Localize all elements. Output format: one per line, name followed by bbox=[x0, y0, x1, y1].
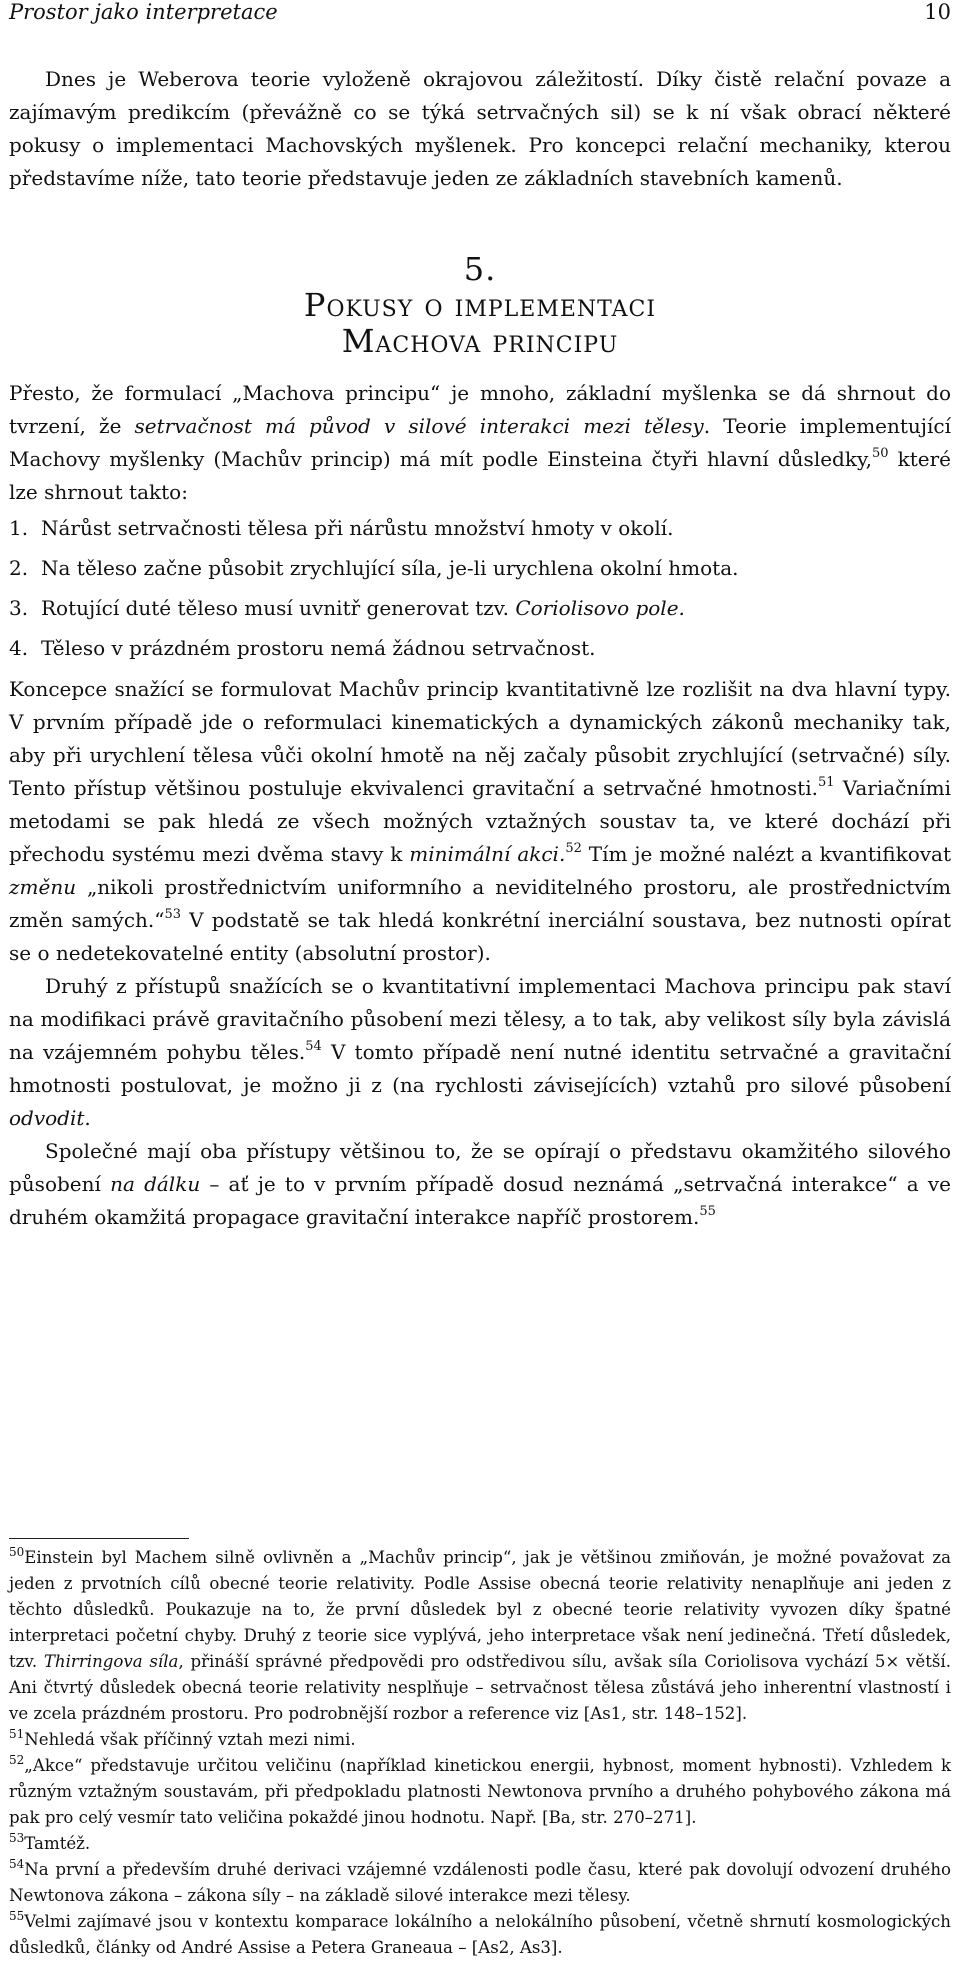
para2-emphasis-2: změnu bbox=[9, 875, 77, 899]
footnote-text: Nehledá však příčinný vztah mezi nimi. bbox=[24, 1730, 356, 1749]
section-number: 5. bbox=[463, 250, 497, 288]
main-text bbox=[9, 63, 951, 1234]
para1-text-c: které lze shrnout takto: bbox=[9, 447, 951, 504]
footnote-text: Na první a především druhé derivaci vzájemné vzdálenosti podle času, které pak dovolují odvození druhého Newtonova zákona – zákona síly – na základě silové interakce mezi tělesy. bbox=[9, 1860, 951, 1905]
running-title: Prostor jako interpretace bbox=[9, 0, 278, 24]
para2-text-a: Koncepce snažící se formulovat Machův princip kvantitativně lze rozlišit na dva hlavní typy. V prvním případě jde o reformulaci kinematických a dynamických zákonů mechaniky tak, aby při urychlení tělesa vůči okolní hmotě na něj začaly působit zrychlující (setrvačné) síly. Tento přístup většinou postuluje ekvivalenci gravitační a setrvačné hmotnosti. bbox=[9, 677, 951, 800]
para2-text-c: Tím je možné nalézt a kvantifikovat bbox=[581, 842, 952, 866]
footnote-number: 54 bbox=[9, 1857, 25, 1871]
paragraph-2 bbox=[9, 673, 951, 970]
list-item bbox=[9, 633, 951, 663]
footnote-emphasis: Thirringova síla bbox=[43, 1652, 179, 1671]
intro-paragraph bbox=[9, 63, 951, 195]
para4-text-a: Společné mají oba přístupy většinou to, že se opírají o představu okamžitého silového působení bbox=[9, 1139, 951, 1196]
footnote-number: 50 bbox=[9, 1545, 25, 1559]
footnote-ref-51[interactable]: 51 bbox=[817, 775, 835, 790]
footnote-52 bbox=[9, 1753, 951, 1831]
list-item bbox=[9, 553, 951, 583]
footnote-rule bbox=[9, 1538, 189, 1539]
footnote-55 bbox=[9, 1909, 951, 1961]
footnote-ref-54[interactable]: 54 bbox=[305, 1039, 322, 1054]
para4-emphasis: na dálku bbox=[110, 1172, 201, 1196]
intro-text: Dnes je Weberova teorie vyloženě okrajovou záležitostí. Díky čistě relační povaze a zajímavým predikcím (převážně co se týká setrvačných sil) se k ní však obrací některé pokusy o implementaci Machovských myšlenek. Pro koncepci relační mechaniky, kterou představíme níže, tato teorie představuje jeden ze základních stavebních kamenů. bbox=[9, 67, 951, 190]
para1-emphasis: setrvačnost má původ v silové interakci mezi tělesy bbox=[134, 414, 704, 438]
footnote-number: 55 bbox=[9, 1909, 25, 1923]
para3-text-b: V tomto případě není nutné identitu setrvačné a gravitační hmotnosti postulovat, je možno ji z (na rychlosti závisejících) vztahů pro silové působení bbox=[9, 1040, 951, 1097]
running-header bbox=[9, 0, 951, 30]
section-heading bbox=[9, 251, 951, 359]
list-item-number: 1. bbox=[9, 516, 29, 540]
list-item-number: 2. bbox=[9, 556, 29, 580]
list-item-text: Těleso v prázdném prostoru nemá žádnou setrvačnost. bbox=[41, 636, 596, 660]
paragraph-1 bbox=[9, 377, 951, 509]
list-item-text: Na těleso začne působit zrychlující síla, je-li urychlena okolní hmota. bbox=[41, 556, 739, 580]
footnote-text: , přináší správné předpovědi pro odstředivou sílu, avšak síla Coriolisova vychází 5× větší. Ani čtvrtý důsledek obecná teorie relativity nesplňuje – setrvačnost tělesa zůstává jeho inherentní vlastností i ve zcela prázdném prostoru. Pro podrobnější rozbor a reference viz [As1, str. 148–152]. bbox=[9, 1652, 951, 1723]
footnote-number: 52 bbox=[9, 1753, 25, 1767]
footnote-ref-53[interactable]: 53 bbox=[164, 907, 182, 922]
footnote-number: 51 bbox=[9, 1727, 25, 1741]
list-item bbox=[9, 593, 951, 623]
section-title-line-2: Machova principu bbox=[341, 322, 619, 360]
para3-text-c: . bbox=[84, 1106, 91, 1130]
para1-text-a: Přesto, že formulací „Machova principu“ je mnoho, základní myšlenka se dá shrnout do tvrzení, že bbox=[9, 381, 951, 438]
list-item bbox=[9, 513, 951, 543]
footnote-53 bbox=[9, 1831, 951, 1857]
para2-text-d: „nikoli prostřednictvím uniformního a neviditelného prostoru, ale prostřednictvím změn samých.“ bbox=[9, 875, 951, 932]
footnote-ref-52[interactable]: 52 bbox=[565, 841, 582, 856]
list-item-emphasis: Coriolisovo pole. bbox=[515, 596, 685, 620]
footnote-text: Tamtéž. bbox=[24, 1834, 91, 1853]
footnote-text: „Akce“ představuje určitou veličinu (například kinetickou energii, hybnost, moment hybnosti). Vzhledem k různým vztažným soustavám, při předpokladu platnosti Newtonova prvního a druhého pohybového zákona má pak pro celý vesmír tato veličina pokaždé jinou hodnotu. Např. [Ba, str. 270–271]. bbox=[9, 1756, 951, 1827]
footnote-54 bbox=[9, 1857, 951, 1909]
list-item-text: Nárůst setrvačnosti tělesa při nárůstu množství hmoty v okolí. bbox=[41, 516, 674, 540]
section-title-line-1 bbox=[9, 251, 951, 323]
paragraph-3 bbox=[9, 970, 951, 1135]
list-item-text: Rotující duté těleso musí uvnitř generovat tzv. bbox=[41, 596, 516, 620]
footnote-50 bbox=[9, 1545, 951, 1727]
footnote-number: 53 bbox=[9, 1831, 25, 1845]
footnote-ref-50[interactable]: 50 bbox=[871, 446, 889, 461]
para4-text-b: – ať je to v prvním případě dosud neznámá „setrvačná interakce“ a ve druhém okamžitá propagace gravitační interakce napříč prostorem. bbox=[9, 1172, 951, 1229]
footnote-text: Einstein byl Machem silně ovlivněn a „Machův princip“, jak je většinou zmiňován, je možné považovat za jeden z prvotních cílů obecné teorie relativity. Podle Assise obecná teorie relativity nenaplňuje ani jeden z těchto důsledků. Poukazuje na to, že první důsledek byl z obecné teorie relativity vyvozen díky špatné interpretaci početní chyby. Druhý z teorie sice vyplývá, jeho interpretace však není jedinečná. Třetí důsledek, tzv. bbox=[9, 1548, 951, 1671]
section-title-part-1: Pokusy o implementaci bbox=[303, 286, 657, 324]
list-item-number: 4. bbox=[9, 636, 29, 660]
para2-emphasis-1: minimální akci. bbox=[409, 842, 566, 866]
consequences-list bbox=[9, 513, 951, 663]
list-item-number: 3. bbox=[9, 596, 29, 620]
para2-text-e: V podstatě se tak hledá konkrétní inerciální soustava, bez nutnosti opírat se o nedetekovatelné entity (absolutní prostor). bbox=[9, 908, 951, 965]
footnotes bbox=[9, 1545, 951, 1961]
page-number: 10 bbox=[924, 0, 951, 24]
para1-text-b: . Teorie implementující Machovy myšlenky (Machův princip) má mít podle Einsteina čtyři hlavní důsledky, bbox=[9, 414, 951, 471]
para2-text-b: Variačními metodami se pak hledá ze všech možných vztažných soustav ta, ve které dochází při přechodu systému mezi dvěma stavy k bbox=[9, 776, 951, 866]
paragraph-4 bbox=[9, 1135, 951, 1234]
footnote-51 bbox=[9, 1727, 951, 1753]
footnote-text: Velmi zajímavé jsou v kontextu komparace lokálního a nelokálního působení, včetně shrnutí kosmologických důsledků, články od André Assise a Petera Graneaua – [As2, As3]. bbox=[9, 1912, 951, 1957]
para3-emphasis: odvodit bbox=[9, 1106, 85, 1130]
para3-text-a: Druhý z přístupů snažících se o kvantitativní implementaci Machova principu pak staví na modifikaci právě gravitačního působení mezi tělesy, a to tak, aby velikost síly byla závislá na vzájemném pohybu těles. bbox=[9, 974, 951, 1064]
footnote-ref-55[interactable]: 55 bbox=[699, 1204, 716, 1219]
